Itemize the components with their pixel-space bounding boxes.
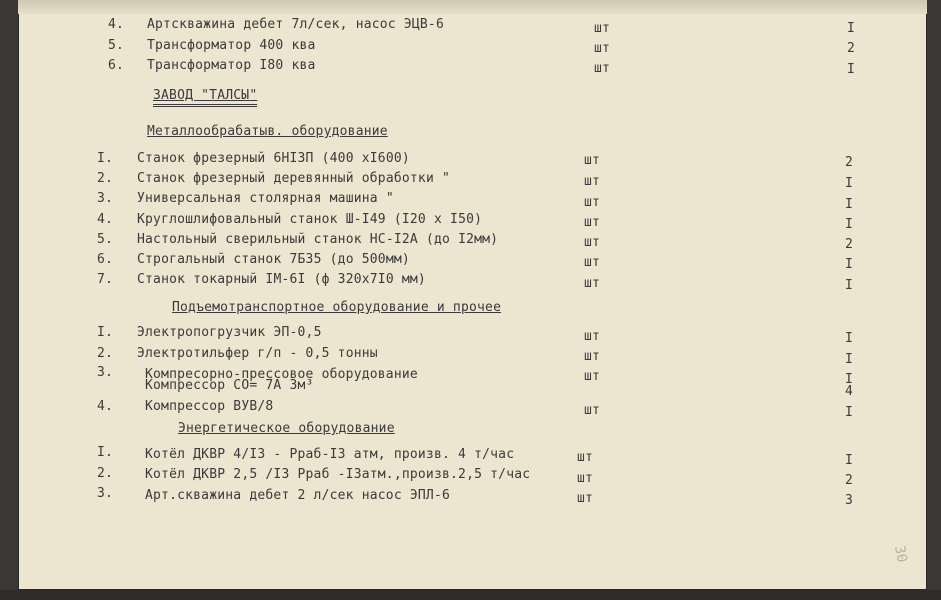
row-number: 5. [108, 38, 125, 53]
row-number: 6. [108, 58, 125, 73]
row-text: Электропогрузчик ЭП-0,5 [137, 325, 322, 340]
row-qty: 2 [845, 155, 854, 170]
row-unit: шт [584, 276, 601, 291]
row-number: 7. [97, 272, 114, 287]
row-number: 2. [97, 346, 114, 361]
row-qty-second-line: 4 [845, 384, 854, 399]
row-text: Круглошлифовальный станок Ш-I49 (I20 х I50) [137, 212, 483, 227]
row-qty: 2 [847, 41, 856, 56]
row-unit: шт [577, 491, 594, 506]
row-qty: I [845, 352, 854, 367]
row-unit: шт [577, 450, 594, 465]
row-text: Котёл ДКВР 4/I3 - Рраб-I3 атм, произв. 4 т/час [145, 447, 515, 462]
row-number: 3. [97, 191, 114, 206]
row-number: 2. [97, 466, 114, 481]
row-number: 3. [97, 365, 114, 380]
row-text: Станок фрезерный деревянный обработки " [137, 171, 451, 186]
row-qty: I [845, 176, 854, 191]
row-text: Артскважина дебет 7л/сек, насос ЭЦВ-6 [147, 17, 444, 32]
row-unit: шт [594, 41, 611, 56]
row-unit: шт [577, 471, 594, 486]
row-qty: I [845, 372, 854, 387]
row-text: Трансформатор I80 ква [147, 58, 316, 73]
row-text: Станок токарный IМ-6I (ф 320х7I0 мм) [137, 272, 426, 287]
row-qty: I [845, 257, 854, 272]
row-text: Строгальный станок 7Б35 (до 500мм) [137, 252, 410, 267]
row-unit: шт [584, 329, 601, 344]
row-number: 4. [97, 399, 114, 414]
row-text: Компрессор ВУВ/8 [145, 399, 274, 414]
row-unit: шт [594, 21, 611, 36]
row-qty: I [845, 217, 854, 232]
section-title: Металлообрабатыв. оборудование [147, 124, 388, 139]
row-qty: I [847, 21, 856, 36]
row-qty: I [845, 331, 854, 346]
section-title: Энергетическое оборудование [178, 421, 395, 436]
row-unit: шт [584, 349, 601, 364]
row-text: Настольный сверильный станок НС-I2А (до I2мм) [137, 232, 499, 247]
row-unit: шт [584, 153, 601, 168]
plant-title: ЗАВОД "ТАЛСЫ" [153, 88, 257, 107]
row-unit: шт [584, 235, 601, 250]
row-text: Универсальная столярная машина " [137, 191, 394, 206]
row-qty: I [845, 278, 854, 293]
row-unit: шт [584, 369, 601, 384]
row-qty: 3 [845, 493, 854, 508]
row-unit: шт [594, 61, 611, 76]
row-qty: I [845, 405, 854, 420]
row-unit: шт [584, 195, 601, 210]
page-folio: 30 [891, 544, 910, 564]
scan-background-strip [0, 590, 941, 600]
row-number: 6. [97, 252, 114, 267]
row-qty: 2 [845, 237, 854, 252]
row-text: Трансформатор 400 ква [147, 38, 316, 53]
row-number: 2. [97, 171, 114, 186]
row-number: 4. [108, 17, 125, 32]
row-text: Компресорно-прессовое оборудование [145, 367, 418, 382]
row-text-second-line: Компрессор СО= 7А 3м³ [145, 378, 314, 393]
row-text: Арт.скважина дебет 2 л/сек насос ЭПЛ-6 [145, 488, 451, 503]
row-number: 4. [97, 212, 114, 227]
row-number: 3. [97, 486, 114, 501]
section-title: Подъемотранспортное оборудование и прочее [172, 300, 502, 315]
row-qty: 2 [845, 473, 854, 488]
row-qty: I [847, 62, 856, 77]
row-number: I. [97, 325, 114, 340]
row-unit: шт [584, 255, 601, 270]
row-unit: шт [584, 174, 601, 189]
row-unit: шт [584, 403, 601, 418]
row-qty: I [845, 453, 854, 468]
row-unit: шт [584, 215, 601, 230]
row-number: I. [97, 151, 114, 166]
row-text: Станок фрезерный 6НI3П (400 хI600) [137, 151, 410, 166]
row-text: Котёл ДКВР 2,5 /I3 Рраб -I3атм.,произв.2,5 т/час [145, 467, 531, 482]
row-number: I. [97, 445, 114, 460]
row-text: Электротильфер г/п - 0,5 тонны [137, 346, 378, 361]
row-number: 5. [97, 232, 114, 247]
row-qty: I [845, 197, 854, 212]
document-page [18, 0, 927, 590]
